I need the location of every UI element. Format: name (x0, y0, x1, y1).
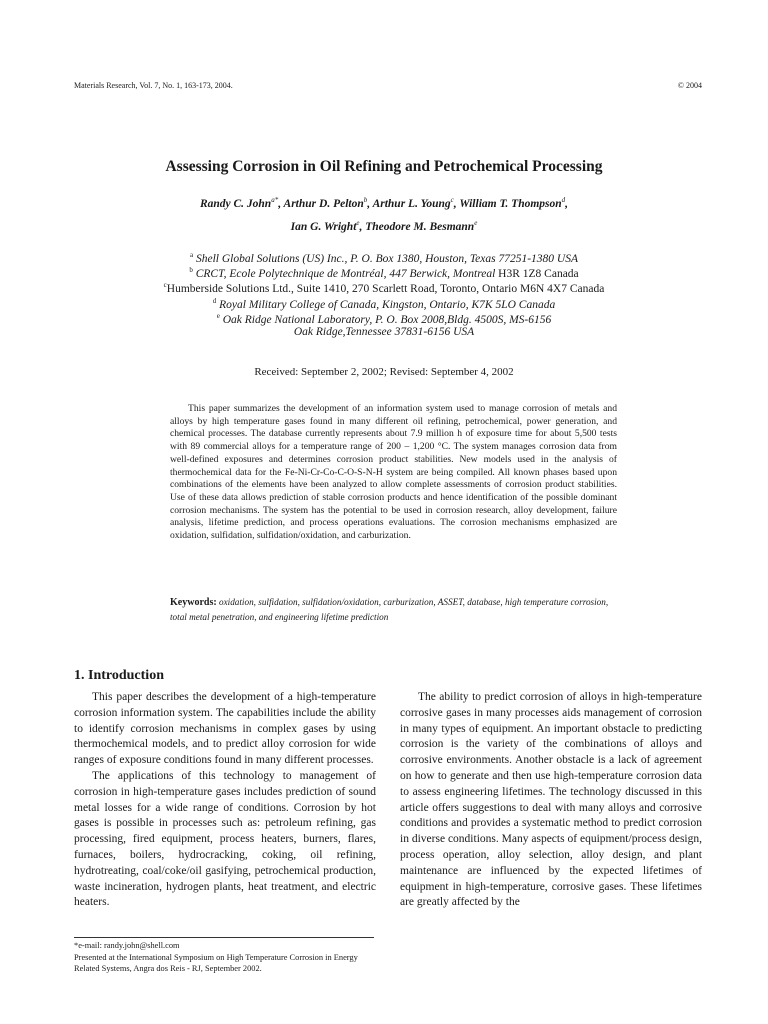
author-separator: , (565, 197, 569, 210)
affiliation-mark: a (189, 251, 194, 259)
footnote-divider (74, 937, 374, 938)
author-mark: e (356, 219, 360, 227)
paragraph: This paper describes the development of a high-temperature corrosion information system. The capabilities include the ability to identify corrosion mechanisms in complex gases by using thermochemical models, and to predict alloy corrosion for wide ranges of exposure conditions found in many different processes. (74, 691, 376, 767)
received-dates: Received: September 2, 2002; Revised: September 4, 2002 (254, 366, 514, 378)
affiliation-text: Oak Ridge National Laboratory, P. O. Box 2008,Bldg. 4500S, MS-6156 (222, 313, 552, 326)
paragraph: The applications of this technology to management of corrosion in high-temperature gases includes prediction of sound metal losses for a wide range of conditions. Corrosion by hot gases is possible in processes such as: petroleum refining, gas processing, fired equipment, process heaters, burners, flares, furnaces, boilers, hydrocracking, coking, oil refining, hydrotreating, coal/coke/oil gasifying, petrochemical production, waste incineration, hydrogen plants, heat treatment, and electric heaters. (74, 769, 376, 909)
author-separator: , (278, 197, 284, 210)
copyright-notice: © 2004 (677, 81, 702, 90)
affiliation-text-roman: Humberside Solutions Ltd., Suite 1410, 270 Scarlett Road, Toronto, Ontario M6N 4X7 Canada (166, 282, 605, 295)
footnotes (74, 940, 384, 975)
paragraph: The ability to predict corrosion of alloys in high-temperature corrosive gases in many processes aids management of corrosion in many types of equipment. An important obstacle to predicting corrosion is the variety of the combinations of alloys and corrosive environments. Another obstacle is a lack of agreement on how to generate and then use high-temperature corrosion data to assess engineering lifetimes. The technology discussed in this article offers suggestions to deal with many alloys and corrosive conditions and provides a systematic method to predict corrosion in diverse conditions. Many aspects of equipment/process design, process operation, alloy selection, alloy design, and plant maintenance are influenced by the expected lifetimes of equipment in high-temperature, corrosive gases. These lifetimes are greatly affected by the (400, 691, 702, 909)
affiliation-text: Shell Global Solutions (US) Inc., P. O. Box 1380, Houston, Texas 77251-1380 USA (195, 252, 579, 265)
author-mark: d (561, 196, 566, 204)
affiliation-text: Royal Military College of Canada, Kingston, Ontario, K7K 5LO Canada (219, 298, 556, 311)
author-mark: e (474, 219, 478, 227)
right-column (400, 690, 702, 911)
left-column (74, 690, 376, 911)
author-name: Randy C. John (199, 197, 272, 210)
abstract: This paper summarizes the development of an information system used to manage corrosion of metals and alloys by high temperature gases found in many different oil refining, petrochemical, power generation, and chemical processes. The database currently represents about 7.9 million h of exposure time for about 5,500 tests with 89 commercial alloys for a temperature range of 200 – 1,200 °C. The system manages corrosion data from well-defined exposures and determines corrosion product stabilities. New models used in the analysis of thermochemical data for the Fe-Ni-Cr-Co-C-O-S-N-H system are being compiled. All known phases based upon combinations of the elements have been analyzed to allow complete assessments of corrosion product stabilities. Use of these data allows prediction of stable corrosion products and hence identification of the possible dominant corrosion mechanisms. The system has the potential to be used in corrosion research, alloy development, failure analysis, lifetime prediction, and process operations evaluations. The corrosion mechanisms emphasized are oxidation, sulfidation, sulfidation/oxidation, and carburization. (170, 403, 617, 542)
affiliation-e-continued (0, 325, 768, 341)
keywords (170, 595, 617, 624)
author-mark: b (363, 196, 368, 204)
journal-citation: Materials Research, Vol. 7, No. 1, 163-173, 2004. (74, 81, 233, 90)
keywords-label: Keywords: (170, 597, 217, 608)
paper-title: Assessing Corrosion in Oil Refining and Petrochemical Processing (165, 158, 603, 175)
author-mark: a* (271, 196, 279, 204)
section-heading-introduction: 1. Introduction (74, 668, 164, 683)
running-head (74, 81, 702, 90)
author-name: William T. Thompson (459, 197, 562, 210)
affiliation-mark: b (189, 266, 193, 274)
author-separator: , (359, 220, 366, 233)
author-name: Arthur D. Pelton (283, 197, 364, 210)
affiliation-mark: d (212, 297, 217, 305)
author-line-2 (0, 219, 768, 233)
affiliation-text: CRCT, Ecole Polytechnique de Montréal, 447 Berwick, Montreal (195, 267, 496, 280)
keywords-text: oxidation, sulfidation, sulfidation/oxidation, carburization, ASSET, database, high temperature corrosion, total metal penetration, and engineering lifetime prediction (170, 597, 609, 622)
author-mark: c (450, 196, 454, 204)
author-line-1 (0, 196, 768, 210)
affiliation-mark: e (216, 312, 220, 320)
author-separator: , (453, 197, 460, 210)
author-name: Theodore M. Besmann (365, 220, 475, 233)
author-name: Ian G. Wright (290, 220, 357, 233)
author-name: Arthur L. Young (372, 197, 451, 210)
affiliation-mark: c (163, 281, 167, 289)
footnote-email: *e-mail: randy.john@shell.com (74, 941, 180, 950)
affiliation-text-roman: H3R 1Z8 Canada (495, 267, 579, 280)
footnote-presented: Presented at the International Symposium on High Temperature Corrosion in Energy Related Systems, Angra dos Reis - RJ, September 2002. (74, 952, 358, 974)
affiliation-text: Oak Ridge,Tennessee 37831-6156 USA (293, 326, 475, 338)
author-separator: , (367, 197, 373, 210)
